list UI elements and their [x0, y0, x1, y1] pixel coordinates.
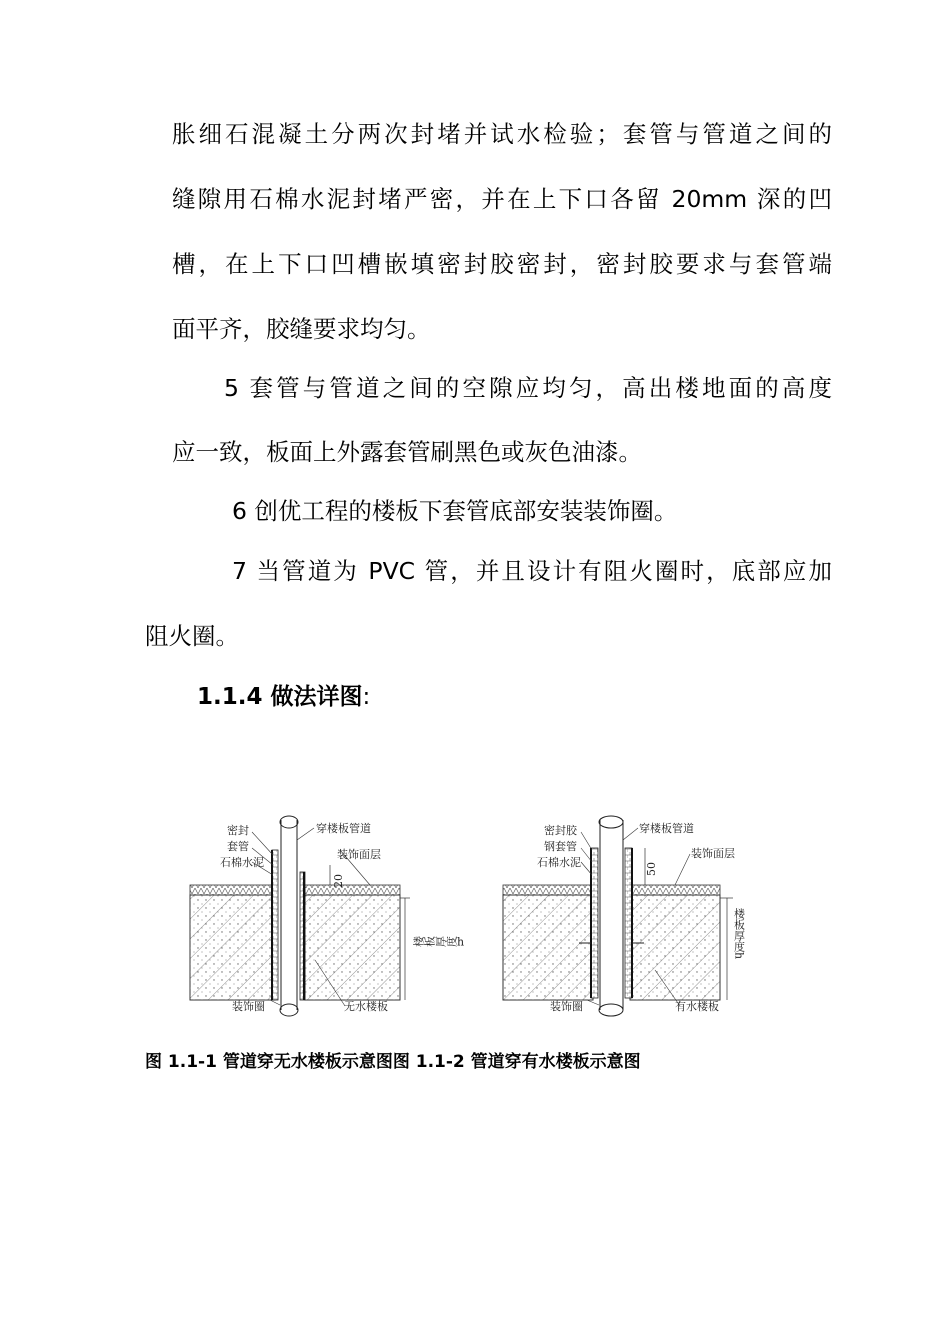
figure-dry-slab — [180, 810, 465, 1034]
body-line-3: 槽，在上下口凹槽嵌填密封胶密封，密封胶要求与套管端 — [172, 250, 832, 278]
label-thickness: 楼板厚度h — [732, 908, 746, 960]
label-asbestos: 石棉水泥 — [220, 856, 264, 869]
label-seal: 密封 — [227, 824, 249, 837]
section-heading — [197, 681, 370, 713]
figure-wet-slab — [495, 810, 755, 1034]
label-dim: 50 — [645, 862, 658, 876]
label-dim: 20 — [332, 874, 345, 888]
body-line-6: 应一致，板面上外露套管刷黑色或灰色油漆。 — [172, 438, 642, 466]
body-line-1: 胀细石混凝土分两次封堵并试水检验；套管与管道之间的 — [172, 120, 832, 148]
section-colon: : — [362, 684, 371, 710]
label-sleeve: 钢套管 — [544, 840, 577, 853]
figure-caption: 图 1.1-1 管道穿无水楼板示意图图 1.1-2 管道穿有水楼板示意图 — [145, 1052, 641, 1072]
body-line-9: 阻火圈。 — [145, 622, 239, 650]
label-ring: 装饰圈 — [550, 1000, 583, 1013]
body-line-7: 6 创优工程的楼板下套管底部安装装饰圈。 — [232, 497, 678, 525]
label-pipe: 穿楼板管道 — [639, 822, 694, 835]
section-title: 1.1.4 做法详图 — [197, 684, 363, 710]
figure-dry-slab-drawing — [180, 810, 465, 1030]
label-asbestos: 石棉水泥 — [537, 856, 581, 869]
figure-wet-slab-drawing — [495, 810, 755, 1030]
label-sleeve: 套管 — [227, 840, 249, 853]
label-slab: 有水楼板 — [675, 1000, 719, 1013]
label-pipe: 穿楼板管道 — [316, 822, 371, 835]
body-line-2: 缝隙用石棉水泥封堵严密，并在上下口各留 20mm 深的凹 — [172, 185, 832, 213]
body-line-5: 5 套管与管道之间的空隙应均匀，高出楼地面的高度 — [224, 374, 832, 402]
label-finish: 装饰面层 — [691, 847, 735, 860]
label-ring: 装饰圈 — [232, 1000, 265, 1013]
body-line-4: 面平齐，胶缝要求均匀。 — [172, 315, 431, 343]
label-finish: 装饰面层 — [337, 848, 381, 861]
label-slab: 无水楼板 — [344, 1000, 388, 1013]
label-thickness: 楼板厚度h — [413, 935, 465, 949]
label-seal: 密封胶 — [544, 824, 577, 837]
body-line-8: 7 当管道为 PVC 管，并且设计有阻火圈时，底部应加 — [232, 557, 832, 585]
